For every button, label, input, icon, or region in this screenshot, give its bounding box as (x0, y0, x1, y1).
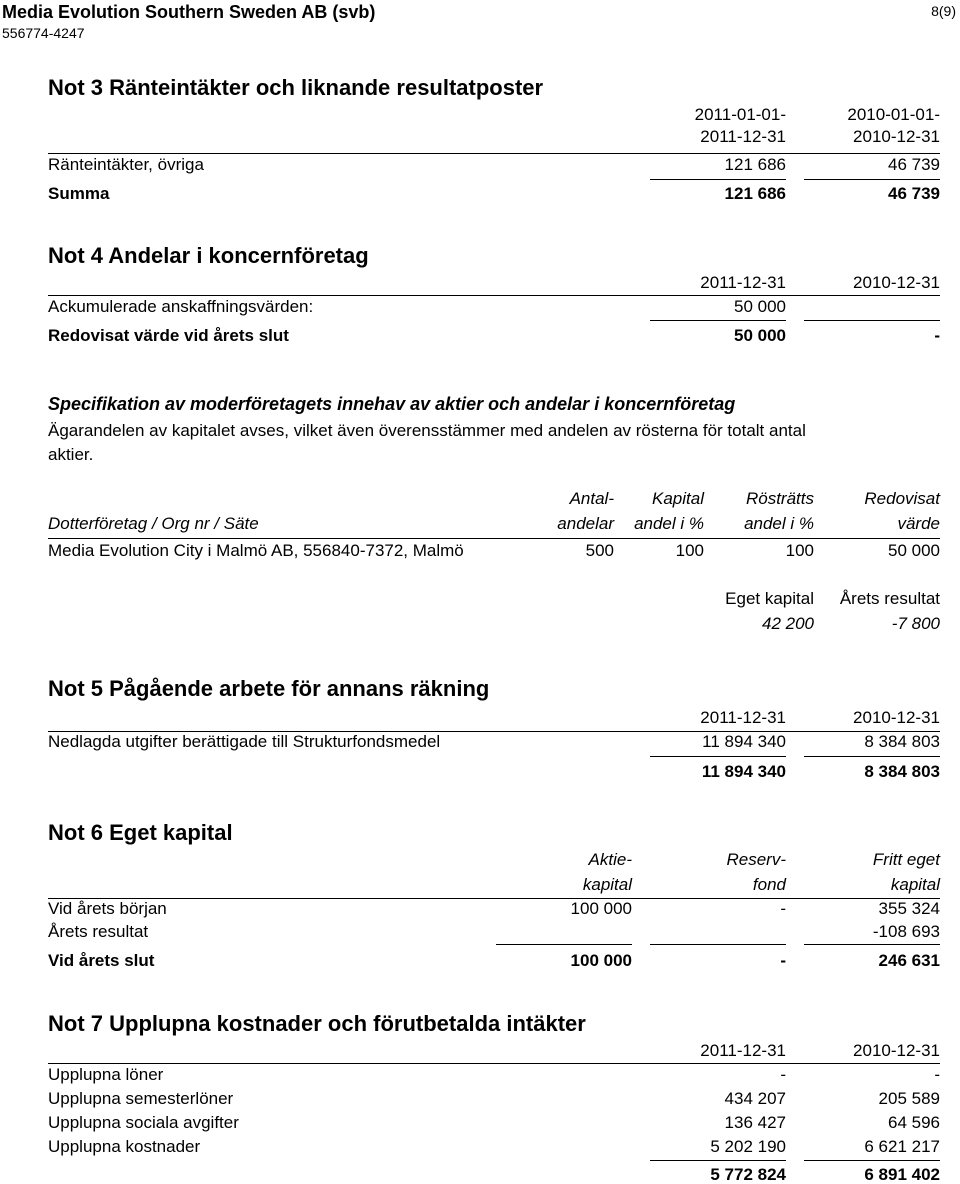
note5-title: Not 5 Pågående arbete för annans räkning (48, 676, 490, 701)
note7-row-label: Upplupna löner (48, 1065, 164, 1084)
note7-header-rule (48, 1063, 940, 1064)
note4-title: Not 4 Andelar i koncernföretag (48, 243, 369, 268)
note4-spec-text-1: Ägarandelen av kapitalet avses, vilket även överensstämmer med andelen av rösterna för totalt antal (48, 421, 806, 440)
note6-sum-v1: 100 000 (570, 951, 632, 970)
note4-col1: 2011-12-31 (700, 273, 786, 292)
note7-col1: 2011-12-31 (700, 1041, 786, 1060)
th-redov-2: värde (897, 514, 940, 533)
th-dotter: Dotterföretag / Org nr / Säte (48, 514, 259, 533)
note5-col1: 2011-12-31 (700, 708, 786, 727)
note3-col1-line1: 2011-01-01- (694, 105, 786, 124)
note4-sum-v1: 50 000 (734, 326, 786, 345)
note4-row-v1: 50 000 (734, 297, 786, 316)
note7-title: Not 7 Upplupna kostnader och förutbetalda intäkter (48, 1011, 586, 1036)
note4-sum-rule-1 (650, 320, 786, 321)
note4-spec-title: Specifikation av moderföretagets innehav av aktier och andelar i koncernföretag (48, 394, 736, 414)
org-number: 556774-4247 (2, 25, 85, 41)
note6-r1-v2: - (780, 899, 786, 918)
th-redov-1: Redovisat (864, 489, 940, 508)
note7-row-v1: 5 202 190 (710, 1137, 786, 1156)
th-rost-1: Rösträtts (745, 489, 814, 508)
note5-row-label: Nedlagda utgifter berättigade till Strukturfondsmedel (48, 732, 441, 751)
note7-row-label: Upplupna kostnader (48, 1137, 201, 1156)
th-fritt-2: kapital (890, 875, 940, 894)
note7-sum-rule-1 (650, 1160, 786, 1161)
subsidiary-antal: 500 (585, 541, 614, 560)
note7-row-v1: - (780, 1065, 786, 1084)
note7-col2: 2010-12-31 (853, 1041, 940, 1060)
note5-row-v2: 8 384 803 (864, 732, 940, 751)
note4-sum-rule-2 (804, 320, 940, 321)
note5-sum-v1: 11 894 340 (701, 762, 786, 781)
note6-r1-v1: 100 000 (570, 899, 632, 918)
page-number: 8(9) (931, 3, 956, 19)
note7-row-v1: 136 427 (724, 1113, 786, 1132)
note5-sum-rule-1 (650, 756, 786, 757)
note5-col2: 2010-12-31 (853, 708, 940, 727)
th-arets-resultat: Årets resultat (839, 589, 940, 608)
note6-sum-rule-2 (650, 944, 786, 945)
eget-kapital-value: 42 200 (762, 614, 814, 633)
th-reserv-1: Reserv- (726, 850, 786, 869)
note3-row-label: Ränteintäkter, övriga (48, 155, 204, 174)
subsidiary-name: Media Evolution City i Malmö AB, 556840-7372, Malmö (48, 541, 464, 560)
note7-sum-rule-2 (804, 1160, 940, 1161)
note3-row-v1: 121 686 (724, 155, 786, 174)
note7-row-v2: 205 589 (878, 1089, 940, 1108)
note5-sum-v2: 8 384 803 (864, 762, 940, 781)
th-kapital-1: Kapital (652, 489, 704, 508)
company-name: Media Evolution Southern Sweden AB (svb) (2, 2, 376, 22)
th-eget-kapital: Eget kapital (725, 589, 814, 608)
note5-row-v1: 11 894 340 (702, 732, 786, 751)
note7-row-v1: 434 207 (724, 1089, 786, 1108)
th-rost-2: andel i % (744, 514, 814, 533)
note6-r1-v3: 355 324 (878, 899, 940, 918)
note3-col2-line2: 2010-12-31 (853, 127, 940, 146)
note6-sum-v3: 246 631 (878, 951, 940, 970)
note6-r2-v3: -108 693 (872, 922, 940, 941)
note7-row-label: Upplupna semesterlöner (48, 1089, 234, 1108)
note7-sum-v2: 6 891 402 (864, 1165, 940, 1184)
note7-sum-v1: 5 772 824 (710, 1165, 786, 1184)
note7-row-v2: - (934, 1065, 940, 1084)
note5-sum-rule-2 (804, 756, 940, 757)
subsidiary-redov: 50 000 (888, 541, 940, 560)
note6-sum-rule-1 (496, 944, 632, 945)
note6-sum-v2: - (780, 951, 786, 970)
note6-sum-label: Vid årets slut (48, 951, 155, 970)
note4-table-rule (48, 538, 940, 539)
note3-row-v2: 46 739 (888, 155, 940, 174)
note4-row-label: Ackumulerade anskaffningsvärden: (48, 297, 314, 316)
th-reserv-2: fond (752, 875, 786, 894)
subsidiary-kapital: 100 (675, 541, 704, 560)
note3-col2-line1: 2010-01-01- (847, 105, 940, 124)
note4-col2: 2010-12-31 (853, 273, 940, 292)
note3-sum-v2: 46 739 (888, 184, 940, 203)
th-aktie-1: Aktie- (588, 850, 632, 869)
note7-row-label: Upplupna sociala avgifter (48, 1113, 239, 1132)
note6-header-rule (48, 898, 940, 899)
note7-row-v2: 6 621 217 (864, 1137, 940, 1156)
th-antal-1: Antal- (569, 489, 614, 508)
th-fritt-1: Fritt eget (872, 850, 940, 869)
note4-spec-text-2: aktier. (48, 445, 94, 464)
th-kapital-2: andel i % (634, 514, 704, 533)
th-aktie-2: kapital (582, 875, 632, 894)
note4-sum-v2: - (934, 326, 940, 345)
note3-header-rule (48, 153, 940, 154)
note3-col1-line2: 2011-12-31 (700, 127, 786, 146)
note6-r2-label: Årets resultat (48, 922, 149, 941)
note4-header-rule (48, 295, 940, 296)
subsidiary-rost: 100 (785, 541, 814, 560)
note3-sum-rule-2 (804, 179, 940, 180)
note4-sum-label: Redovisat värde vid årets slut (48, 326, 289, 345)
note7-row-v2: 64 596 (888, 1113, 940, 1132)
note3-sum-v1: 121 686 (724, 184, 786, 203)
note3-sum-rule-1 (650, 179, 786, 180)
th-antal-2: andelar (557, 514, 614, 533)
note6-r1-label: Vid årets början (48, 899, 167, 918)
note6-sum-rule-3 (804, 944, 940, 945)
note3-sum-label: Summa (48, 184, 110, 203)
note3-title: Not 3 Ränteintäkter och liknande resultatposter (48, 75, 544, 100)
arets-resultat-value: -7 800 (891, 614, 940, 633)
note6-title: Not 6 Eget kapital (48, 820, 233, 845)
